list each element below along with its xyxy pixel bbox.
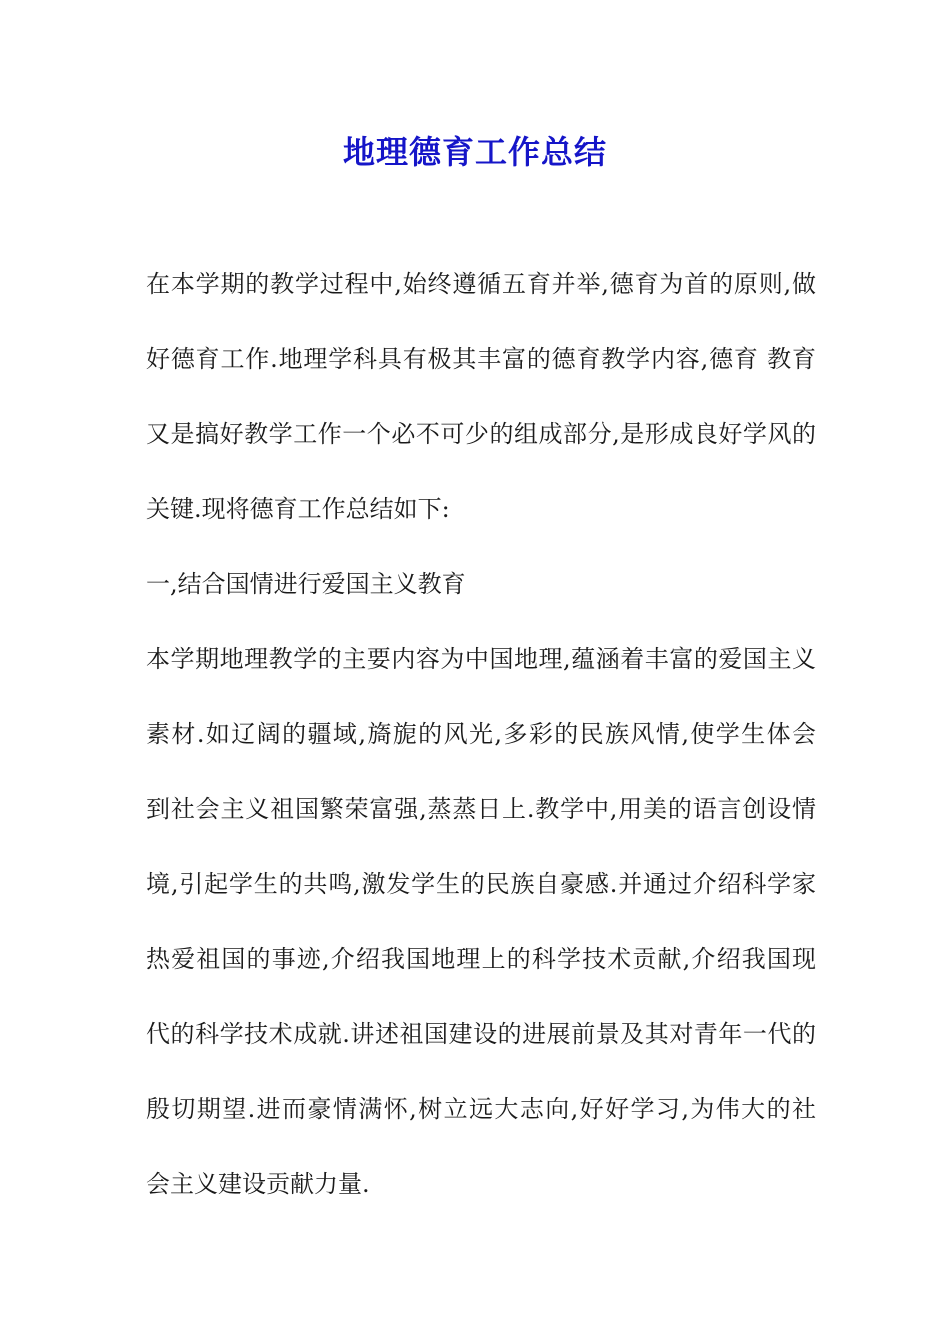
paragraph-1-line-3: 又是搞好教学工作一个必不可少的组成部分,是形成良好学风的 (146, 420, 816, 448)
paragraph-2-line-4: 境,引起学生的共鸣,激发学生的民族自豪感.并通过介绍科学家 (146, 870, 816, 898)
paragraph-2-line-6: 代的科学技术成就.讲述祖国建设的进展前景及其对青年一代的 (146, 1020, 816, 1048)
paragraph-1-line-1: 在本学期的教学过程中,始终遵循五育并举,德育为首的原则,做 (146, 270, 816, 298)
paragraph-2-line-1: 本学期地理教学的主要内容为中国地理,蕴涵着丰富的爱国主义 (146, 645, 816, 673)
paragraph-2-line-5: 热爱祖国的事迹,介绍我国地理上的科学技术贡献,介绍我国现 (146, 945, 816, 973)
paragraph-1-line-2: 好德育工作.地理学科具有极其丰富的德育教学内容,德育 教育 (146, 345, 816, 373)
paragraph-2-line-3: 到社会主义祖国繁荣富强,蒸蒸日上.教学中,用美的语言创设情 (146, 795, 816, 823)
document-title: 地理德育工作总结 (342, 133, 607, 171)
paragraph-2-line-2: 素材.如辽阔的疆域,旖旎的风光,多彩的民族风情,使学生体会 (146, 720, 816, 748)
paragraph-2-line-7: 殷切期望.进而豪情满怀,树立远大志向,好好学习,为伟大的社 (146, 1095, 816, 1123)
paragraph-1-line-4: 关键.现将德育工作总结如下: (146, 495, 450, 523)
section-heading-1: 一,结合国情进行爱国主义教育 (146, 570, 466, 598)
paragraph-2-line-8: 会主义建设贡献力量. (146, 1170, 370, 1198)
